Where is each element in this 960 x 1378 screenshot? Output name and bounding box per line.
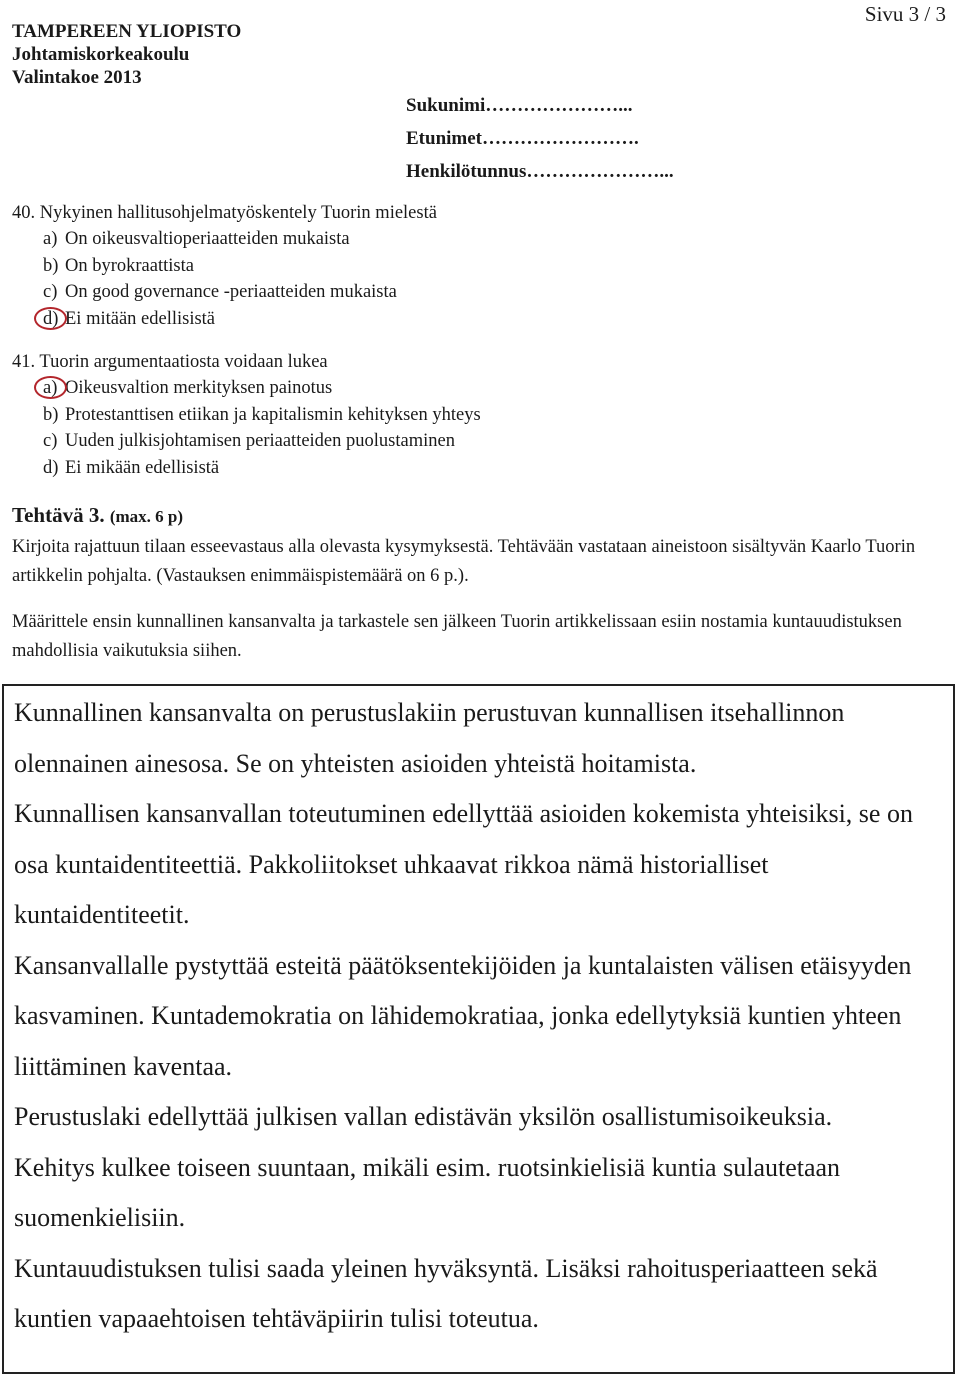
- task-question: Määrittele ensin kunnallinen kansanvalta ja tarkastele sen jälkeen Tuorin artikkelissaan esiin nostamia kuntauudistuksen mahdollisia vaikutuksia siihen.: [12, 612, 902, 661]
- option-d: d) Ei mikään edellisistä: [43, 457, 220, 478]
- option-a: a) Oikeusvaltion merkityksen painotus: [43, 375, 481, 402]
- answer-text: [14, 688, 949, 1345]
- question-title: 41. Tuorin argumentaatiosta voidaan lukea: [12, 352, 328, 372]
- option-b: b) Protestanttisen etiikan ja kapitalismin kehityksen yhteys: [43, 404, 481, 425]
- option-a: a) On oikeusvaltioperiaatteiden mukaista: [43, 229, 350, 249]
- option-c: c) On good governance -periaatteiden mukaista: [43, 282, 397, 302]
- option-c: c) Uuden julkisjohtamisen periaatteiden puolustaminen: [43, 431, 455, 451]
- selected-answer-circle: [34, 376, 67, 399]
- question-40: [12, 200, 437, 332]
- exam-title: Valintakoe 2013: [12, 67, 142, 88]
- option-b: b) On byrokraattista: [43, 255, 194, 276]
- selected-answer-circle: [34, 307, 67, 330]
- university-name: TAMPEREEN YLIOPISTO: [12, 21, 242, 42]
- question-41: [12, 349, 481, 481]
- task-heading: [12, 503, 183, 528]
- answer-paragraph: Kunnallinen kansanvalta on perustuslakiin perustuvan kunnallisen itsehallinnon olennainen ainesosa. Se on yhteisten asioiden yhteistä hoitamista.: [14, 698, 845, 778]
- answer-paragraph: Kunnallisen kansanvallan toteutuminen edellyttää asioiden kokemista yhteisiksi, se on osa kuntaidentiteettiä. Pakkoliitokset uhkaavat rikkoa nämä historialliset kuntaidentiteetit.: [14, 799, 913, 929]
- school-name: Johtamiskorkeakoulu: [12, 44, 190, 65]
- task-instruction: Kirjoita rajattuun tilaan esseevastaus alla olevasta kysymyksestä. Tehtävään vastataan aineistoon sisältyvän Kaarlo Tuorin artikkelin pohjalta. (Vastauksen enimmäispistemäärä on 6 p.).: [12, 537, 916, 586]
- answer-paragraph: Perustuslaki edellyttää julkisen vallan edistävän yksilön osallistumisoikeuksia.: [14, 1102, 833, 1131]
- option-d: d) Ei mitään edellisistä: [43, 306, 437, 333]
- surname-field: Sukunimi…………………...: [406, 95, 633, 116]
- answer-paragraph: Kansanvallalle pystyttää esteitä päätöksentekijöiden ja kuntalaisten välisen etäisyyden kasvaminen. Kuntademokratia on lähidemokratiaa, jonka edellytyksiä kuntien yhteen liittäminen kaventaa.: [14, 950, 912, 1081]
- answer-box: [2, 684, 955, 1374]
- firstnames-field: Etunimet…………………….: [406, 128, 639, 149]
- id-number-field: Henkilötunnus…………………...: [406, 161, 674, 182]
- page-number: Sivu 3 / 3: [864, 2, 946, 26]
- answer-paragraph: Kuntauudistuksen tulisi saada yleinen hyväksyntä. Lisäksi rahoitusperiaatteen sekä kuntien vapaaehtoisen tehtäväpiirin tulisi toteutua.: [14, 1253, 878, 1333]
- question-title: 40. Nykyinen hallitusohjelmatyöskentely Tuorin mielestä: [12, 203, 437, 223]
- task-title: Tehtävä 3.: [12, 503, 105, 527]
- exam-header: [12, 20, 241, 89]
- answer-paragraph: Kehitys kulkee toiseen suuntaan, mikäli esim. ruotsinkielisiä kuntia sulautetaan suomenkielisiin.: [14, 1152, 841, 1232]
- task-points: (max. 6 p): [109, 507, 184, 526]
- personal-info-fields: [406, 92, 674, 191]
